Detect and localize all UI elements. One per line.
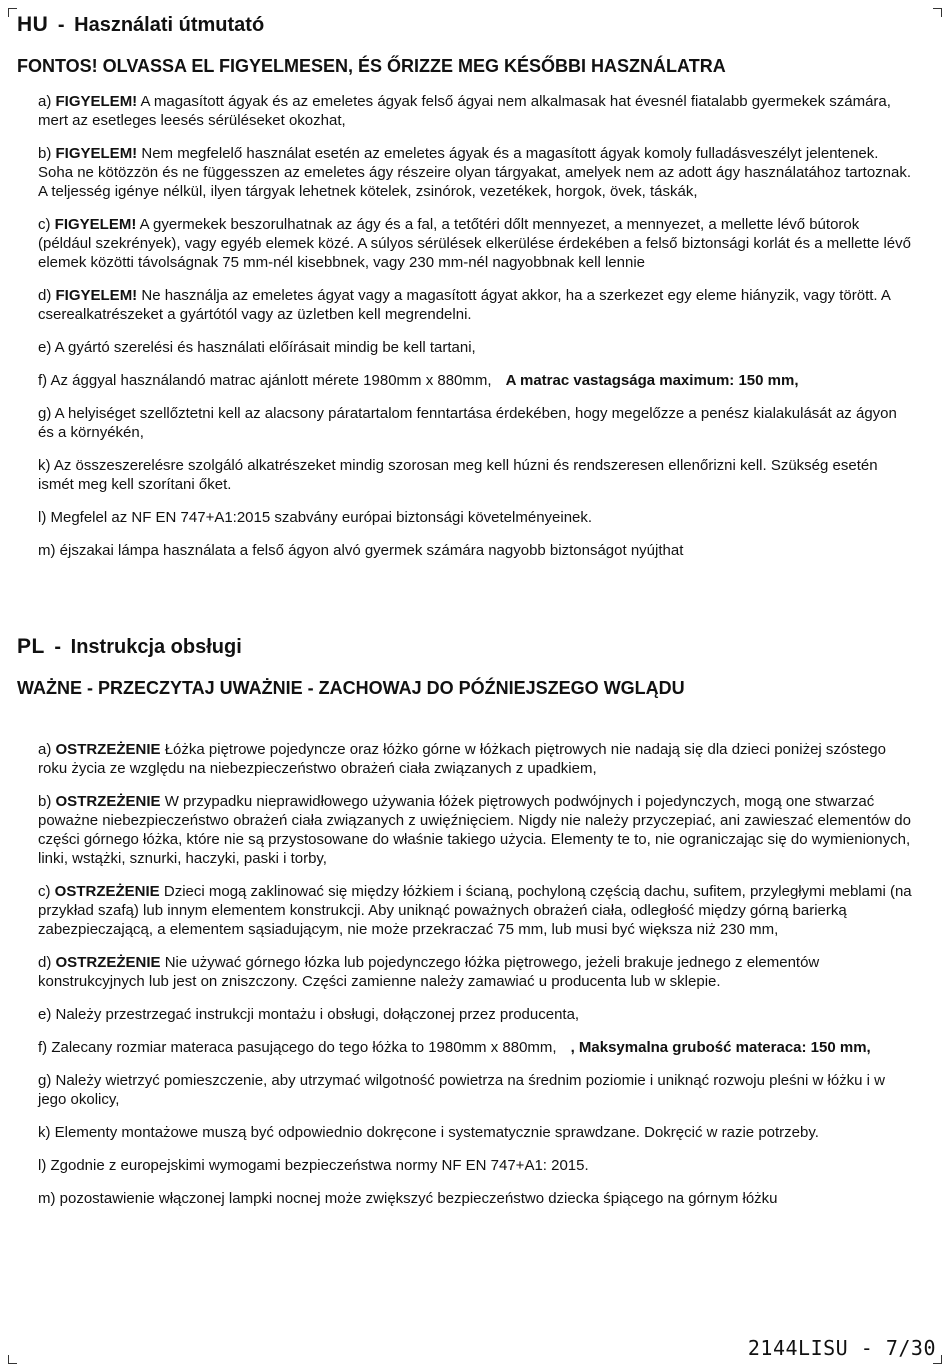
hu-item-k: k) Az összeszerelésre szolgáló alkatrészeket mindig szorosan meg kell húzni és rendszeresen ellenőrizni kell. Szükség esetén ismét meg kell szorítani őket. — [38, 457, 878, 493]
crop-mark-top-left — [8, 8, 17, 17]
pl-item-b — [38, 792, 914, 868]
pl-item-a-text: Łóżka piętrowe pojedyncze oraz łóżko górne w łóżkach piętrowych nie nadają się dla dzieci poniżej szóstego roku życia ze względu na niebezpieczeństwo obrażeń ciała związanych z upadkiem, — [38, 741, 886, 777]
hu-warning-word: FIGYELEM! — [55, 93, 138, 110]
pl-item-f-mattress-max: , Maksymalna grubość materaca: 150 mm, — [570, 1039, 871, 1056]
pl-item-g: g) Należy wietrzyć pomieszczenie, aby utrzymać wilgotność powietrza na średnim poziomie i uniknąć rozwoju pleśni w łóżku i w jego okolicy, — [38, 1072, 886, 1108]
hu-item-c-letter: c) — [38, 216, 55, 233]
hu-item-d-text: Ne használja az emeletes ágyat vagy a magasított ágyat akkor, ha a szerkezet egy eleme hiányzik, vagy törött. A cserealkatrészeket a gyártótól vagy az üzletben kell megrendelni. — [38, 287, 891, 323]
hu-item-a-letter: a) — [38, 93, 56, 110]
pl-item-c-text: Dzieci mogą zaklinować się między łóżkiem i ścianą, pochyloną częścią dachu, sufitem, przyległymi meblami (na przykład szafą) lub innym elementem konstrukcji. Aby uniknąć poważnych obrażeń ciała, odległość między górną barierką zabezpieczającą, a elementem sąsiadującym, nie może przekraczać 75 mm, lub musi być większa niż 230 mm, — [38, 883, 912, 938]
crop-mark-top-right — [933, 8, 942, 17]
hu-heading — [17, 12, 917, 38]
pl-item-e: e) Należy przestrzegać instrukcji montażu i obsługi, dołączonej przez producenta, — [38, 1006, 580, 1023]
hu-item-a — [38, 92, 914, 130]
pl-item-m: m) pozostawienie włączonej lampki nocnej może zwiększyć bezpieczeństwo dziecka śpiącego na górnym łóżku — [38, 1190, 778, 1207]
hu-warning-word: FIGYELEM! — [55, 287, 138, 304]
pl-language-code: PL — [17, 635, 45, 658]
hu-warning-word: FIGYELEM! — [54, 216, 137, 233]
pl-item-c-letter: c) — [38, 883, 55, 900]
hu-item-b-text: Nem megfelelő használat esetén az emeletes ágyak és a magasított ágyak komoly fulladásveszélyt jelentenek. Soha ne kötözzön és ne függesszen az emeletes ágy részeire olyan tárgyakat, amelyek nem az adott ágy használatához tartoznak. A teljesség igénye nélkül, ilyen tárgyak lehetnek kötelek, zsinórok, vezetékek, horgok, övek, táskák, — [38, 145, 912, 200]
pl-warning-word: OSTRZEŻENIE — [55, 793, 161, 810]
hu-item-f — [38, 371, 914, 390]
pl-item-d-text: Nie używać górnego łózka lub pojedynczego łóżka piętrowego, jeżeli brakuje jednego z elementów konstrukcyjnych lub jest on zniszczony. Części zamienne należy zamawiać u producenta lub w sklepie. — [38, 954, 820, 990]
pl-item-d-letter: d) — [38, 954, 56, 971]
pl-item-a-letter: a) — [38, 741, 56, 758]
pl-instruction-list — [38, 740, 914, 1208]
pl-warning-word: OSTRZEŻENIE — [55, 954, 161, 971]
page-code-footer: 2144LISU - 7/30 — [747, 1336, 936, 1360]
hu-item-f-mattress-max: A matrac vastagsága maximum: 150 mm, — [505, 372, 799, 389]
hu-item-g: g) A helyiséget szellőztetni kell az alacsony páratartalom fenntartása érdekében, hogy megelőzze a penész kialakulását az ágyon és a környékén, — [38, 405, 897, 441]
pl-warning-word: OSTRZEŻENIE — [54, 883, 160, 900]
hu-item-c — [38, 215, 914, 272]
hu-item-b — [38, 144, 914, 201]
hu-item-b-letter: b) — [38, 145, 56, 162]
hu-item-l: l) Megfelel az NF EN 747+A1:2015 szabvány európai biztonsági követelményeinek. — [38, 509, 593, 526]
pl-item-f — [38, 1038, 914, 1057]
pl-item-a — [38, 740, 914, 778]
pl-item-c — [38, 882, 914, 939]
pl-item-f-text: f) Zalecany rozmiar materaca pasującego do tego łóżka to 1980mm x 880mm, — [38, 1039, 557, 1056]
pl-item-d — [38, 953, 914, 991]
pl-heading — [17, 634, 917, 660]
hu-heading-title: Használati útmutató — [74, 14, 265, 36]
hu-item-d — [38, 286, 914, 324]
hu-heading-separator: - — [57, 14, 65, 36]
pl-item-l: l) Zgodnie z europejskimi wymogami bezpieczeństwa normy NF EN 747+A1: 2015. — [38, 1157, 589, 1174]
hu-item-e: e) A gyártó szerelési és használati előírásait mindig be kell tartani, — [38, 339, 476, 356]
hu-language-code: HU — [17, 13, 49, 36]
hu-item-a-text: A magasított ágyak és az emeletes ágyak felső ágyai nem alkalmasak hat évesnél fiatalabb gyermekek számára, mert az esetleges leesés sérüléseket okozhat, — [38, 93, 891, 129]
pl-warning-word: OSTRZEŻENIE — [55, 741, 161, 758]
hu-item-f-text: f) Az ággyal használandó matrac ajánlott mérete 1980mm x 880mm, — [38, 372, 492, 389]
pl-item-b-letter: b) — [38, 793, 56, 810]
hu-item-m: m) éjszakai lámpa használata a felső ágyon alvó gyermek számára nagyobb biztonságot nyújthat — [38, 542, 684, 559]
hu-important-notice: FONTOS! OLVASSA EL FIGYELMESEN, ÉS ŐRIZZE MEG KÉSŐBBI HASZNÁLATRA — [17, 56, 726, 76]
hu-instruction-list — [38, 92, 914, 560]
crop-mark-bottom-left — [8, 1355, 17, 1364]
hu-item-d-letter: d) — [38, 287, 56, 304]
pl-heading-separator: - — [54, 636, 62, 658]
pl-item-k: k) Elementy montażowe muszą być odpowiednio dokręcone i systematycznie sprawdzane. Dokręcić w razie potrzeby. — [38, 1124, 819, 1141]
hungarian-section — [17, 12, 917, 574]
polish-section — [17, 634, 917, 1222]
pl-important-notice: WAŻNE - PRZECZYTAJ UWAŻNIE - ZACHOWAJ DO PÓŹNIEJSZEGO WGLĄDU — [17, 678, 685, 698]
pl-item-b-text: W przypadku nieprawidłowego używania łóżek piętrowych podwójnych i pojedynczych, mogą one stwarzać poważne niebezpieczeństwo obrażeń ciała związanych z uwięźnięciem. Nigdy nie należy przyczepiać, ani zawieszać elementów do części górnego łóżka, które nie są przystosowane do właśnie takiego użycia. Elementy te to, nie ograniczając się do wymienionych, linki, wstążki, sznurki, haczyki, paski i torby, — [38, 793, 911, 867]
hu-warning-word: FIGYELEM! — [55, 145, 138, 162]
hu-item-c-text: A gyermekek beszorulhatnak az ágy és a fal, a tetőtéri dőlt mennyezet, a mennyezet, a mellette lévő bútorok (például szekrények), vagy egyéb elemek közé. A súlyos sérülések elkerülése érdekében a felső biztonsági korlát és a mellette lévő elemek közötti távolságnak 75 mm-nél kisebbnek, vagy 230 mm-nél nagyobbnak kell lennie — [38, 216, 911, 271]
pl-heading-title: Instrukcja obsługi — [70, 636, 242, 658]
